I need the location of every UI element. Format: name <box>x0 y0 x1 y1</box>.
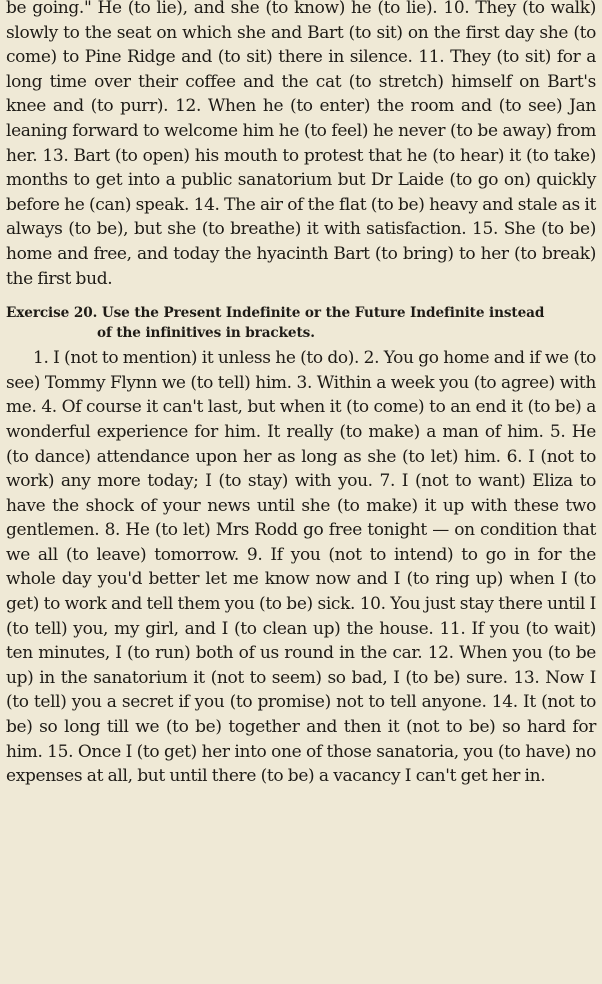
continued-exercise-text: be going." He (to lie), and she (to know) he (to lie). 10. They (to walk) slowly to the seat on which she and Bart (to sit) on the first day she (to come) to Pine Ridge and (to sit) there in silence. 11. They (to sit) for a long time over their coffee and the cat (to stretch) himself on Bart's knee and (to purr). 12. When he (to enter) the room and (to see) Jan leaning forward to welcome him he (to feel) he never (to be away) from her. 13. Bart (to open) his mouth to protest that he (to hear) it (to take) months to get into a public sanatorium but Dr Laide (to go on) quickly before he (can) speak. 14. The air of the flat (to be) heavy and stale as it always (to be), but she (to breathe) it with satisfaction. 15. She (to be) home and free, and today the hyacinth Bart (to bring) to her (to break) the first bud. <box>6 0 596 289</box>
exercise-body-text: 1. I (not to mention) it unless he (to do). 2. You go home and if we (to see) Tommy Flynn we (to tell) him. 3. Within a week you (to agree) with me. 4. Of course it can't last, but when it (to come) to an end it (to be) a wonderful experience for him. It really (to make) a man of him. 5. He (to dance) attendance upon her as long as she (to let) him. 6. I (not to work) any more today; I (to stay) with you. 7. I (not to want) Eliza to have the shock of your news until she (to make) it up with these two gentlemen. 8. He (to let) Mrs Rodd go free tonight — on condition that we all (to leave) tomorrow. 9. If you (not to intend) to go in for the whole day you'd better let me know now and I (to ring up) when I (to get) to work and tell them you (to be) sick. 10. You just stay there until I (to tell) you, my girl, and I (to clean up) the house. 11. If you (to wait) ten minutes, I (to run) both of us round in the car. 12. When you (to be up) in the sanatorium it (not to seem) so bad, I (to be) sure. 13. Now I (to tell) you a secret if you (to promise) not to tell anyone. 14. It (not to be) so long till we (to be) together and then it (not to be) so hard for him. 15. Once I (to get) her into one of those sanatoria, you (to have) no expenses at all, but until there (to be) a vacancy I can't get her in. <box>6 348 596 787</box>
exercise-heading <box>6 304 596 343</box>
exercise-heading-line-2: of the infinitives in brackets. <box>97 324 315 341</box>
exercise-heading-line-1: Exercise 20. Use the Present Indefinite or the Future Indefinite instead <box>6 305 545 322</box>
